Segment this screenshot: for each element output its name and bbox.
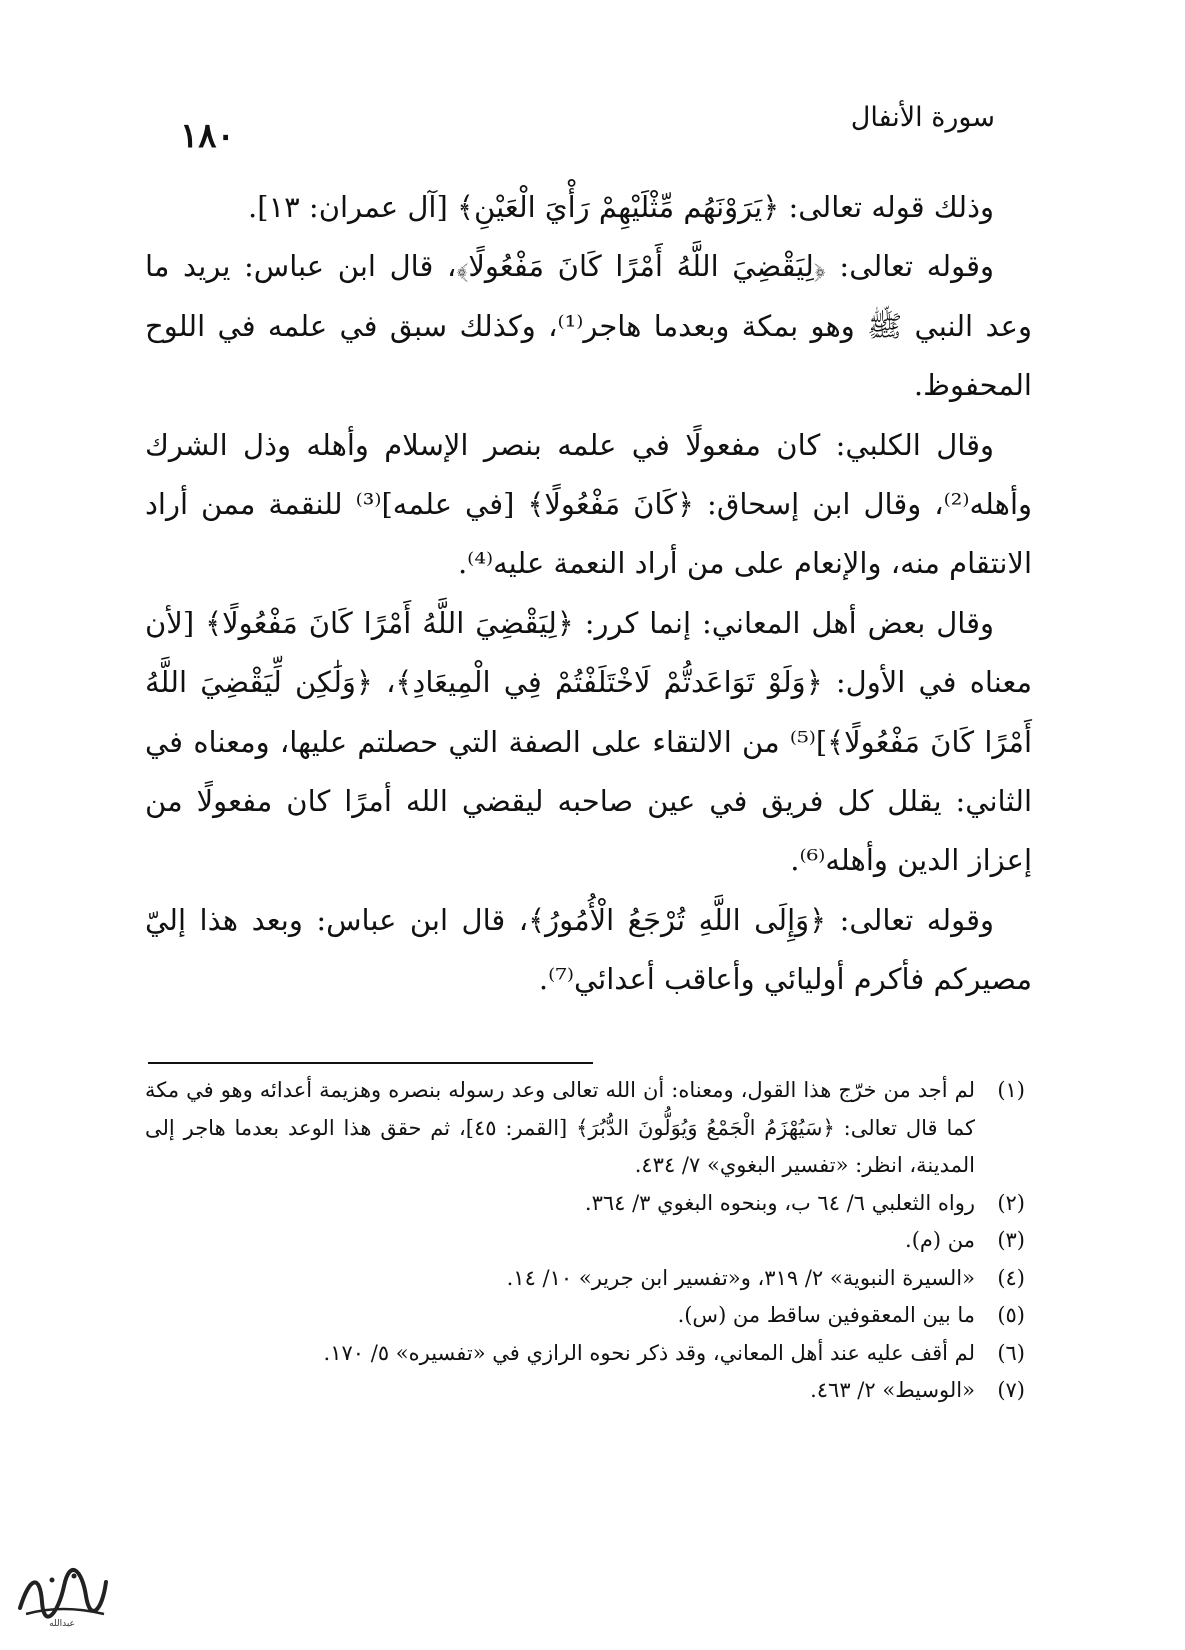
footnote <box>145 1072 1025 1185</box>
footnote-number: (٧) <box>997 1378 1025 1402</box>
calligraphy-logo-icon <box>12 1556 112 1628</box>
footnote-text: ما بين المعقوفين ساقط من (س). <box>677 1303 975 1327</box>
footnote-text: لم أقف عليه عند أهل المعاني، وقد ذكر نحوه الرازي في «تفسيره» ٥/ ١٧٠. <box>323 1340 975 1365</box>
paragraph: وقوله تعالى: ﴿لِيَقْضِيَ اللَّهُ أَمْرًا كَانَ مَفْعُولًا﴾، قال ابن عباس: يريد ما وعد النبي ﷺ وهو بمكة وبعدما هاجر⁽¹⁾، وكذلك سبق في علمه في اللوح المحفوظ. <box>145 249 1032 403</box>
footnote-text: «السيرة النبوية» ٢/ ٣١٩، و«تفسير ابن جرير» ١٠/ ١٤. <box>506 1265 975 1290</box>
footnote <box>145 1185 1025 1223</box>
page-header <box>150 92 995 162</box>
footnote-text: رواه الثعلبي ٦/ ٦٤ ب، وبنحوه البغوي ٣/ ٣٦٤. <box>584 1190 975 1215</box>
paragraph: وقوله تعالى: ﴿وَإِلَى اللَّهِ تُرْجَعُ الْأُمُورُ﴾، قال ابن عباس: وبعد هذا إليّ مصيركم فأكرم أوليائي وأعاقب أعدائي⁽⁷⁾. <box>145 902 1032 997</box>
footnote <box>145 1260 1025 1298</box>
running-title: سورة الأنفال <box>850 102 995 133</box>
footnote <box>145 1297 1025 1335</box>
footnote-text: «الوسيط» ٢/ ٤٦٣. <box>810 1378 975 1402</box>
footnote-number: (١) <box>997 1078 1025 1102</box>
footnote-number: (٤) <box>997 1265 1025 1290</box>
paragraph: وقال بعض أهل المعاني: إنما كرر: ﴿لِيَقْضِيَ اللَّهُ أَمْرًا كَانَ مَفْعُولًا﴾ [لأن معناه في الأول: ﴿وَلَوْ تَوَاعَدتُّمْ لَاخْتَلَفْتُمْ فِي الْمِيعَادِ﴾، ﴿وَلَٰكِن لِّيَقْضِيَ اللَّهُ أَمْرًا كَانَ مَفْعُولًا﴾]⁽⁵⁾ من الالتقاء على الصفة التي حصلتم عليها، ومعناه في الثاني: يقلل كل فريق في عين صاحبه ليقضي الله أمرًا كان مفعولًا من إعزاز الدين وأهله⁽⁶⁾. <box>145 605 1033 878</box>
footnote <box>145 1372 1025 1410</box>
footnote-number: (٢) <box>997 1190 1025 1215</box>
paragraph: وذلك قوله تعالى: ﴿يَرَوْنَهُم مِّثْلَيْهِمْ رَأْيَ الْعَيْنِ﴾ [آل عمران: ١٣]. <box>248 190 994 224</box>
page-number: ١٨٠ <box>180 116 235 156</box>
footnote-number: (٣) <box>997 1228 1025 1252</box>
footnote-text: من (م). <box>905 1228 975 1252</box>
footnote-divider <box>148 1062 593 1064</box>
footnote-text: لم أجد من خرّج هذا القول، ومعناه: أن الله تعالى وعد رسوله بنصره وهزيمة أعدائه وهو في مكة كما قال تعالى: ﴿سَيُهْزَمُ الْجَمْعُ وَيُوَلُّونَ الدُّبُرَ﴾ [القمر: ٤٥]، ثم حقق هذا الوعد بعدما هاجر إلى المدينة، انظر: «تفسير البغوي» ٧/ ٤٣٤. <box>145 1078 975 1177</box>
main-text <box>145 178 1032 1010</box>
footnote <box>145 1222 1025 1260</box>
footnote-number: (٥) <box>997 1303 1025 1327</box>
footnote-number: (٦) <box>997 1340 1025 1365</box>
logo-sub-text: عبدالله <box>49 1619 75 1628</box>
paragraph: وقال الكلبي: كان مفعولًا في علمه بنصر الإسلام وأهله وذل الشرك وأهله⁽²⁾، وقال ابن إسحاق: ﴿كَانَ مَفْعُولًا﴾ [في علمه]⁽³⁾ للنقمة ممن أراد الانتقام منه، والإنعام على من أراد النعمة عليه⁽⁴⁾. <box>145 427 1033 581</box>
footnote <box>145 1335 1025 1373</box>
footnotes <box>145 1072 1025 1410</box>
